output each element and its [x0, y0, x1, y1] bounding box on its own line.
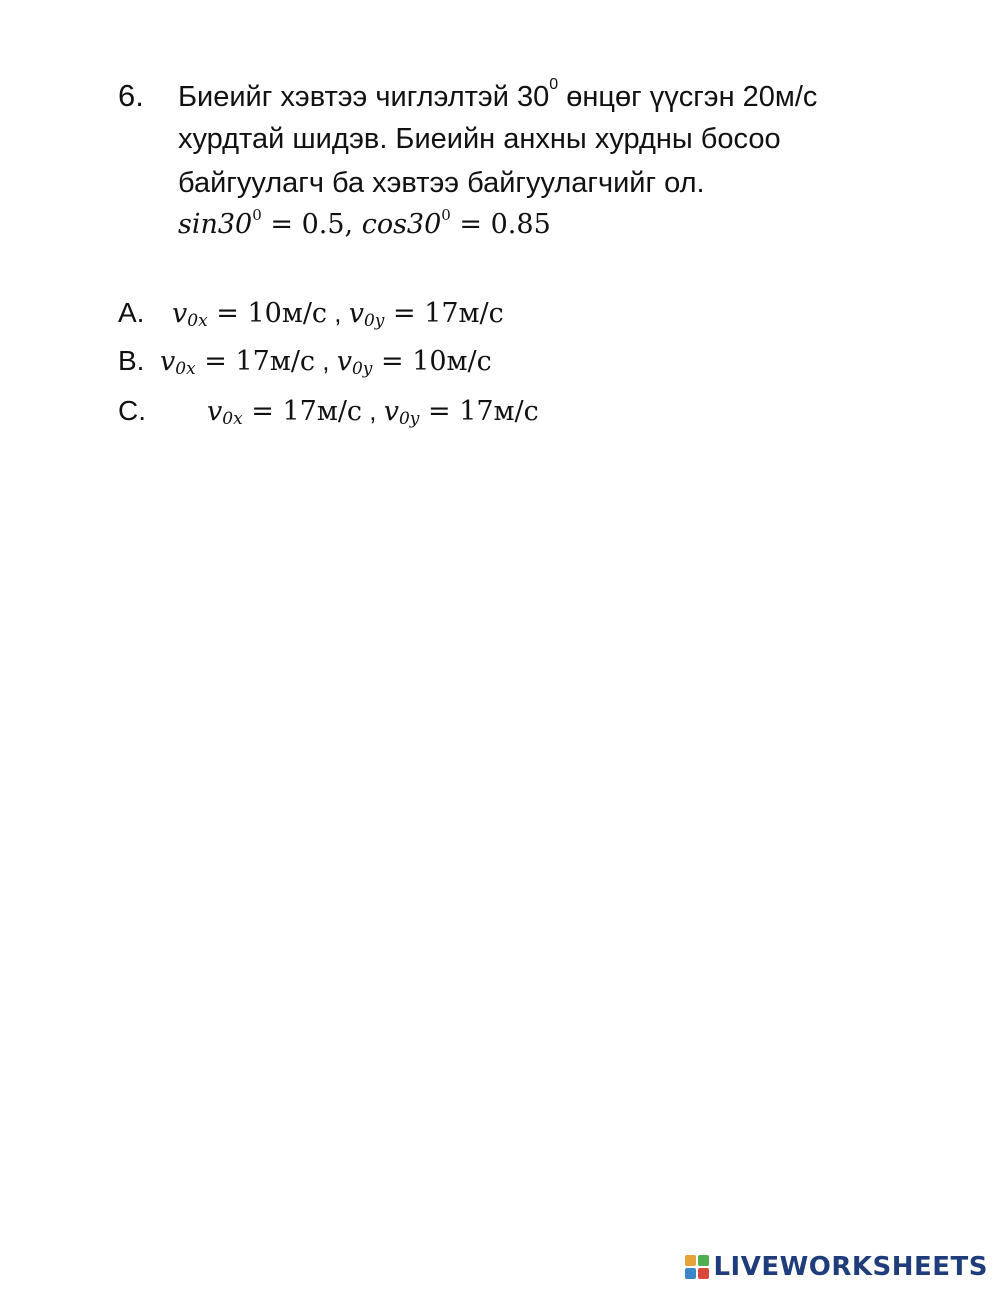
v0y-value: = 17м/с — [419, 396, 539, 427]
velocity-symbol: v — [348, 298, 364, 329]
v0x-value: = 10м/с — [207, 298, 328, 329]
question-line-1-post: өнцөг үүсгэн 20м/с — [558, 81, 818, 113]
subscript-0y: 0y — [351, 359, 373, 379]
question-line-2: хурдтай шидэв. Биеийн анхны хурдны босоо — [178, 123, 781, 155]
logo-tile — [698, 1255, 709, 1266]
v0x-value: = 17м/с — [195, 346, 316, 377]
option-letter: A. — [118, 297, 145, 328]
question-line-1-pre: Биеийг хэвтээ чиглэлтэй 30 — [178, 81, 550, 113]
subscript-0x: 0x — [222, 409, 243, 429]
velocity-symbol: v — [336, 346, 352, 377]
velocity-symbol: v — [383, 396, 399, 427]
option-b[interactable] — [118, 345, 492, 377]
v0x-value: = 17м/с — [242, 396, 363, 427]
cos-value: = 0.85 — [450, 209, 551, 240]
option-expression — [207, 396, 539, 427]
degree-superscript: 0 — [549, 76, 559, 93]
cos-label: cos30 — [361, 209, 442, 240]
cos-superscript: 0 — [441, 206, 451, 224]
question-number: 6. — [118, 78, 144, 113]
question-line-1 — [178, 76, 818, 114]
velocity-symbol: v — [172, 298, 188, 329]
logo-tile — [698, 1268, 709, 1279]
v0y-value: = 10м/с — [372, 346, 492, 377]
velocity-symbol: v — [207, 396, 223, 427]
subscript-0x: 0x — [187, 311, 208, 331]
question-line-3: байгуулагч ба хэвтээ байгуулагчийг ол. — [178, 167, 705, 199]
separator: , — [362, 396, 384, 426]
given-values — [178, 206, 551, 240]
subscript-0y: 0y — [398, 409, 420, 429]
brand-text: LIVEWORKSHEETS — [713, 1252, 988, 1282]
subscript-0y: 0y — [363, 311, 385, 331]
option-c[interactable] — [118, 395, 539, 427]
v0y-value: = 17м/с — [384, 298, 504, 329]
liveworksheets-brand[interactable] — [685, 1252, 988, 1282]
sin-label: sin30 — [178, 209, 253, 240]
velocity-symbol: v — [160, 346, 176, 377]
option-letter: B. — [118, 345, 145, 376]
separator: , — [315, 346, 337, 376]
sin-superscript: 0 — [252, 206, 262, 224]
sin-value: = 0.5, — [261, 209, 362, 240]
option-letter: C. — [118, 395, 146, 426]
option-a[interactable] — [118, 297, 504, 329]
logo-tile — [685, 1255, 696, 1266]
subscript-0x: 0x — [175, 359, 196, 379]
separator: , — [327, 298, 349, 328]
liveworksheets-logo-icon — [685, 1255, 709, 1279]
option-expression — [172, 298, 504, 329]
option-expression — [160, 346, 492, 377]
logo-tile — [685, 1268, 696, 1279]
